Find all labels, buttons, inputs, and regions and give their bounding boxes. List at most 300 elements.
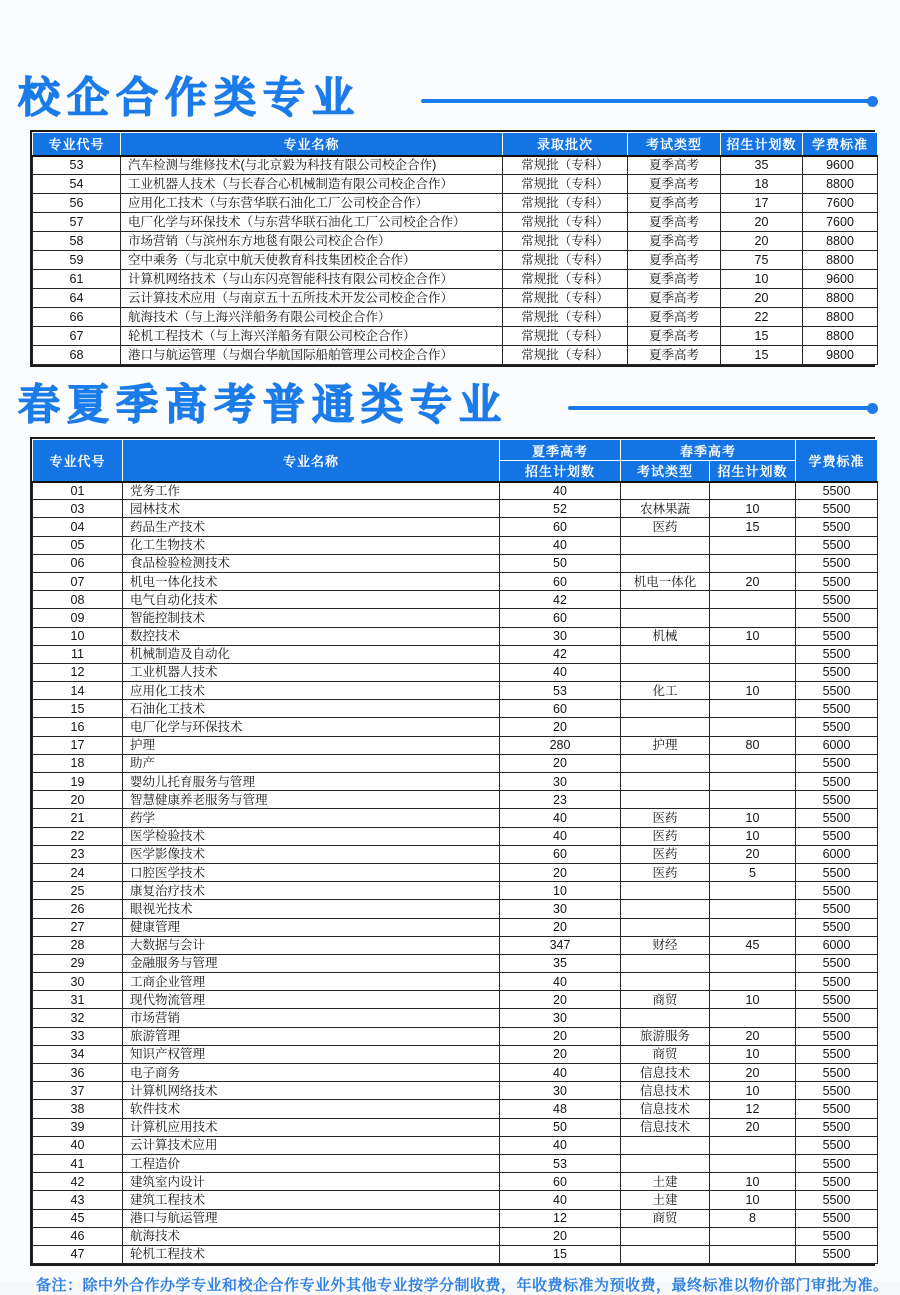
table-cell: 16 (33, 718, 123, 736)
table-cell: 20 (710, 1118, 796, 1136)
table-cell: 5500 (796, 1173, 878, 1191)
table-cell (621, 663, 710, 681)
table-cell: 计算机网络技术 (123, 1082, 500, 1100)
table-cell (710, 954, 796, 972)
table-cell: 机电一体化 (621, 572, 710, 590)
table-cell: 云计算技术应用（与南京五十五所技术开发公司校企合作） (121, 289, 503, 308)
table-row (33, 536, 878, 554)
table-cell: 50 (500, 554, 621, 572)
table-cell: 5500 (796, 791, 878, 809)
table-cell (710, 1154, 796, 1172)
table-cell: 60 (500, 572, 621, 590)
col-header-summer-gaokao: 夏季高考 (500, 440, 621, 461)
table-row (33, 700, 878, 718)
table-row (33, 194, 878, 213)
table-cell: 6000 (796, 845, 878, 863)
table-cell: 商贸 (621, 1209, 710, 1227)
table-cell: 07 (33, 572, 123, 590)
table-cell: 石油化工技术 (123, 700, 500, 718)
table-cell: 21 (33, 809, 123, 827)
table-cell (710, 609, 796, 627)
table-cell: 17 (721, 194, 803, 213)
table-row (33, 1209, 878, 1227)
table-cell: 医药 (621, 863, 710, 881)
table-cell: 5500 (796, 1245, 878, 1263)
table-cell: 护理 (123, 736, 500, 754)
table-cell (621, 882, 710, 900)
table-cell: 5500 (796, 863, 878, 881)
table-cell: 工业机器人技术（与长春合心机械制造有限公司校企合作） (121, 175, 503, 194)
table-row (33, 754, 878, 772)
col-header-spring-plan-count: 招生计划数 (710, 461, 796, 482)
table-cell: 5500 (796, 882, 878, 900)
table-cell: 10 (710, 827, 796, 845)
table-row (33, 609, 878, 627)
table-cell: 药学 (123, 809, 500, 827)
table-cell: 电子商务 (123, 1064, 500, 1082)
table-cell: 30 (500, 773, 621, 791)
table-cell: 财经 (621, 936, 710, 954)
table-cell: 9600 (803, 270, 878, 289)
table-cell: 软件技术 (123, 1100, 500, 1118)
table-cell: 5500 (796, 1209, 878, 1227)
table-cell (621, 1227, 710, 1245)
table-cell: 夏季高考 (628, 346, 721, 365)
table-row (33, 327, 878, 346)
table-cell (621, 1245, 710, 1263)
table-row (33, 991, 878, 1009)
table-cell: 43 (33, 1191, 123, 1209)
table-cell: 5500 (796, 1136, 878, 1154)
table-cell: 18 (33, 754, 123, 772)
col-header-summer-plan-count: 招生计划数 (500, 461, 621, 482)
table-row (33, 791, 878, 809)
table-cell: 应用化工技术 (123, 682, 500, 700)
table-cell: 智能控制技术 (123, 609, 500, 627)
table-cell: 60 (500, 1173, 621, 1191)
table-cell: 5500 (796, 1045, 878, 1063)
table-cell: 36 (33, 1064, 123, 1082)
table-cell: 47 (33, 1245, 123, 1263)
table-cell: 5500 (796, 518, 878, 536)
table-cell: 37 (33, 1082, 123, 1100)
table-cell: 港口与航运管理 (123, 1209, 500, 1227)
table-cell (710, 1245, 796, 1263)
table-cell: 航海技术（与上海兴洋船务有限公司校企合作） (121, 308, 503, 327)
table-cell: 5500 (796, 991, 878, 1009)
table-cell: 30 (500, 1009, 621, 1027)
table-cell: 8800 (803, 289, 878, 308)
table-cell: 计算机网络技术（与山东闪亮智能科技有限公司校企合作） (121, 270, 503, 289)
table-cell: 45 (710, 936, 796, 954)
table-row (33, 954, 878, 972)
col-header-major-name: 专业名称 (123, 440, 500, 482)
table-cell: 党务工作 (123, 482, 500, 500)
table-cell: 夏季高考 (628, 213, 721, 232)
col-header-major-code: 专业代号 (33, 133, 121, 156)
table-cell: 夏季高考 (628, 156, 721, 175)
table-cell: 口腔医学技术 (123, 863, 500, 881)
table-row (33, 1191, 878, 1209)
table-cell: 计算机应用技术 (123, 1118, 500, 1136)
table-row (33, 482, 878, 500)
table-cell: 10 (33, 627, 123, 645)
table-cell: 商贸 (621, 991, 710, 1009)
table-row (33, 973, 878, 991)
table-cell: 52 (500, 500, 621, 518)
table-cell (621, 718, 710, 736)
col-header-tuition: 学费标准 (803, 133, 878, 156)
table-cell: 53 (500, 682, 621, 700)
table-cell: 26 (33, 900, 123, 918)
table-cell: 9800 (803, 346, 878, 365)
table-row (33, 518, 878, 536)
table-cell: 8800 (803, 251, 878, 270)
table-cell: 信息技术 (621, 1064, 710, 1082)
table-cell: 66 (33, 308, 121, 327)
table-cell: 夏季高考 (628, 327, 721, 346)
table-cell: 护理 (621, 736, 710, 754)
table-cell: 5500 (796, 536, 878, 554)
table-cell: 11 (33, 645, 123, 663)
table-cell: 建筑室内设计 (123, 1173, 500, 1191)
section1-title-rule (421, 99, 875, 103)
table-cell (710, 882, 796, 900)
table-cell: 10 (710, 991, 796, 1009)
table-cell: 旅游管理 (123, 1027, 500, 1045)
table-row (33, 346, 878, 365)
table-cell (621, 973, 710, 991)
table-row (33, 1009, 878, 1027)
table-cell: 6000 (796, 936, 878, 954)
table-cell: 5500 (796, 1154, 878, 1172)
table-cell: 24 (33, 863, 123, 881)
col-header-major-code: 专业代号 (33, 440, 123, 482)
table-cell: 常规批（专科） (503, 232, 628, 251)
table-cell (710, 1227, 796, 1245)
table-cell: 20 (500, 718, 621, 736)
table-row (33, 289, 878, 308)
table-cell: 20 (33, 791, 123, 809)
table-cell: 20 (710, 845, 796, 863)
table-cell: 药品生产技术 (123, 518, 500, 536)
table-cell: 5500 (796, 973, 878, 991)
table-cell: 05 (33, 536, 123, 554)
general-table-body (33, 482, 878, 1264)
table-cell (621, 754, 710, 772)
table-cell: 7600 (803, 213, 878, 232)
section1-rule-dot-icon (867, 96, 878, 107)
table-row (33, 308, 878, 327)
table-cell (710, 791, 796, 809)
table-row (33, 627, 878, 645)
table-cell: 夏季高考 (628, 289, 721, 308)
table-cell: 10 (710, 1191, 796, 1209)
table-cell: 40 (500, 809, 621, 827)
table-cell: 农林果蔬 (621, 500, 710, 518)
table-cell: 信息技术 (621, 1118, 710, 1136)
table-cell: 医药 (621, 827, 710, 845)
table-cell: 35 (500, 954, 621, 972)
table-cell (710, 536, 796, 554)
table-cell: 常规批（专科） (503, 213, 628, 232)
table-row (33, 1245, 878, 1263)
table-cell: 常规批（专科） (503, 289, 628, 308)
table-cell: 20 (710, 1027, 796, 1045)
table-row (33, 845, 878, 863)
table-cell: 5 (710, 863, 796, 881)
table-cell: 眼视光技术 (123, 900, 500, 918)
table-cell: 5500 (796, 1100, 878, 1118)
table-cell: 40 (500, 827, 621, 845)
table-cell: 42 (500, 645, 621, 663)
table-cell: 40 (500, 1064, 621, 1082)
table-cell: 8800 (803, 232, 878, 251)
table-row (33, 682, 878, 700)
table-cell (621, 1154, 710, 1172)
general-table (32, 439, 878, 1264)
col-header-tuition: 学费标准 (796, 440, 878, 482)
table-cell: 61 (33, 270, 121, 289)
table-row (33, 1173, 878, 1191)
table-cell: 40 (500, 536, 621, 554)
table-cell: 10 (710, 1045, 796, 1063)
table-cell: 30 (500, 627, 621, 645)
table-cell (710, 900, 796, 918)
table-cell: 33 (33, 1027, 123, 1045)
table-cell: 5500 (796, 1191, 878, 1209)
table-cell: 45 (33, 1209, 123, 1227)
table-cell: 42 (500, 591, 621, 609)
table-row (33, 882, 878, 900)
col-header-exam-type: 考试类型 (628, 133, 721, 156)
table-cell: 电厂化学与环保技术 (123, 718, 500, 736)
table-cell: 化工 (621, 682, 710, 700)
table-cell: 5500 (796, 627, 878, 645)
table-cell: 婴幼儿托育服务与管理 (123, 773, 500, 791)
table-cell: 08 (33, 591, 123, 609)
general-table-header (33, 440, 878, 482)
table-cell: 58 (33, 232, 121, 251)
table-cell: 金融服务与管理 (123, 954, 500, 972)
table-cell: 10 (710, 682, 796, 700)
general-table-wrap (30, 437, 875, 1266)
table-row (33, 251, 878, 270)
section1-title: 校企合作类专业 (18, 74, 362, 121)
table-cell: 汽车检测与维修技术(与北京毅为科技有限公司校企合作) (121, 156, 503, 175)
table-cell: 5500 (796, 682, 878, 700)
table-cell: 电气自动化技术 (123, 591, 500, 609)
table-cell (621, 700, 710, 718)
table-cell (710, 700, 796, 718)
table-cell: 30 (500, 900, 621, 918)
table-cell: 6000 (796, 736, 878, 754)
table-cell (621, 1136, 710, 1154)
table-cell: 5500 (796, 500, 878, 518)
table-cell (710, 918, 796, 936)
table-row (33, 1027, 878, 1045)
table-cell: 8800 (803, 175, 878, 194)
table-cell: 20 (500, 754, 621, 772)
table-row (33, 718, 878, 736)
table-cell: 8 (710, 1209, 796, 1227)
table-cell: 20 (721, 289, 803, 308)
table-cell (710, 1136, 796, 1154)
table-cell: 40 (500, 1136, 621, 1154)
table-cell: 智慧健康养老服务与管理 (123, 791, 500, 809)
section2-rule-dot-icon (867, 403, 878, 414)
table-cell: 27 (33, 918, 123, 936)
table-cell: 20 (710, 1064, 796, 1082)
table-cell: 12 (500, 1209, 621, 1227)
table-cell: 40 (500, 663, 621, 681)
table-cell: 20 (721, 232, 803, 251)
table-cell: 5500 (796, 645, 878, 663)
table-cell: 10 (710, 500, 796, 518)
table-cell: 31 (33, 991, 123, 1009)
table-cell: 工程造价 (123, 1154, 500, 1172)
table-cell: 30 (500, 1082, 621, 1100)
table-row (33, 156, 878, 175)
table-cell: 56 (33, 194, 121, 213)
table-cell (710, 973, 796, 991)
table-cell: 10 (710, 627, 796, 645)
table-row (33, 1082, 878, 1100)
table-cell: 5500 (796, 572, 878, 590)
table-cell: 食品检验检测技术 (123, 554, 500, 572)
table-cell: 80 (710, 736, 796, 754)
table-cell: 常规批（专科） (503, 346, 628, 365)
table-cell: 商贸 (621, 1045, 710, 1063)
table-cell: 34 (33, 1045, 123, 1063)
table-cell: 22 (33, 827, 123, 845)
table-cell: 5500 (796, 554, 878, 572)
table-cell: 工业机器人技术 (123, 663, 500, 681)
table-cell: 42 (33, 1173, 123, 1191)
table-cell: 68 (33, 346, 121, 365)
table-cell: 夏季高考 (628, 251, 721, 270)
table-cell: 助产 (123, 754, 500, 772)
table-cell: 30 (33, 973, 123, 991)
table-cell: 5500 (796, 609, 878, 627)
table-cell: 15 (33, 700, 123, 718)
table-cell: 19 (33, 773, 123, 791)
cooperation-table-body (33, 156, 878, 365)
table-cell: 10 (500, 882, 621, 900)
table-cell: 8800 (803, 308, 878, 327)
table-cell: 5500 (796, 1027, 878, 1045)
table-row (33, 213, 878, 232)
table-cell: 54 (33, 175, 121, 194)
table-cell: 60 (500, 518, 621, 536)
table-cell: 28 (33, 936, 123, 954)
table-cell: 347 (500, 936, 621, 954)
table-cell: 健康管理 (123, 918, 500, 936)
table-cell: 夏季高考 (628, 232, 721, 251)
table-cell: 5500 (796, 809, 878, 827)
table-cell: 5500 (796, 754, 878, 772)
table-cell: 应用化工技术（与东营华联石油化工厂公司校企合作） (121, 194, 503, 213)
table-cell: 20 (500, 863, 621, 881)
table-cell: 50 (500, 1118, 621, 1136)
table-cell (710, 663, 796, 681)
table-cell: 机电一体化技术 (123, 572, 500, 590)
table-cell: 60 (500, 845, 621, 863)
table-row (33, 773, 878, 791)
table-cell: 38 (33, 1100, 123, 1118)
table-row (33, 1064, 878, 1082)
table-cell: 20 (710, 572, 796, 590)
section1-title-row (18, 74, 875, 122)
table-cell: 23 (33, 845, 123, 863)
table-cell: 医药 (621, 518, 710, 536)
table-cell: 信息技术 (621, 1100, 710, 1118)
table-cell: 39 (33, 1118, 123, 1136)
table-row (33, 572, 878, 590)
footer-note: 备注：除中外合作办学专业和校企合作专业外其他专业按学分制收费，年收费标准为预收费，最终标准以物价部门审批为准。 (36, 1277, 889, 1295)
table-cell: 工商企业管理 (123, 973, 500, 991)
table-cell: 航海技术 (123, 1227, 500, 1245)
table-cell (710, 554, 796, 572)
table-cell: 53 (500, 1154, 621, 1172)
table-cell: 5500 (796, 1118, 878, 1136)
table-cell: 67 (33, 327, 121, 346)
table-cell: 5500 (796, 1082, 878, 1100)
table-cell: 轮机工程技术（与上海兴洋船务有限公司校企合作） (121, 327, 503, 346)
table-cell: 常规批（专科） (503, 251, 628, 270)
table-cell: 常规批（专科） (503, 175, 628, 194)
table-row (33, 863, 878, 881)
table-cell: 夏季高考 (628, 270, 721, 289)
table-cell: 云计算技术应用 (123, 1136, 500, 1154)
table-cell: 64 (33, 289, 121, 308)
table-cell (621, 591, 710, 609)
table-cell: 12 (33, 663, 123, 681)
table-row (33, 554, 878, 572)
table-cell: 06 (33, 554, 123, 572)
table-row (33, 936, 878, 954)
table-cell: 10 (710, 809, 796, 827)
table-cell: 20 (500, 991, 621, 1009)
table-cell: 03 (33, 500, 123, 518)
section2-title-row (18, 381, 875, 429)
table-row (33, 736, 878, 754)
table-row (33, 1045, 878, 1063)
table-cell: 5500 (796, 827, 878, 845)
table-cell: 常规批（专科） (503, 308, 628, 327)
table-row (33, 663, 878, 681)
table-cell: 夏季高考 (628, 175, 721, 194)
table-cell: 40 (500, 973, 621, 991)
table-cell: 40 (33, 1136, 123, 1154)
table-cell: 75 (721, 251, 803, 270)
table-cell: 5500 (796, 718, 878, 736)
table-cell: 14 (33, 682, 123, 700)
section-general (18, 381, 875, 1266)
table-row (33, 500, 878, 518)
table-cell (621, 791, 710, 809)
table-cell (621, 1009, 710, 1027)
cooperation-table (32, 132, 878, 365)
table-cell: 60 (500, 609, 621, 627)
table-cell: 12 (710, 1100, 796, 1118)
table-cell: 现代物流管理 (123, 991, 500, 1009)
table-cell: 20 (500, 1027, 621, 1045)
table-cell: 8800 (803, 327, 878, 346)
table-cell: 23 (500, 791, 621, 809)
table-cell: 15 (500, 1245, 621, 1263)
table-cell: 旅游服务 (621, 1027, 710, 1045)
